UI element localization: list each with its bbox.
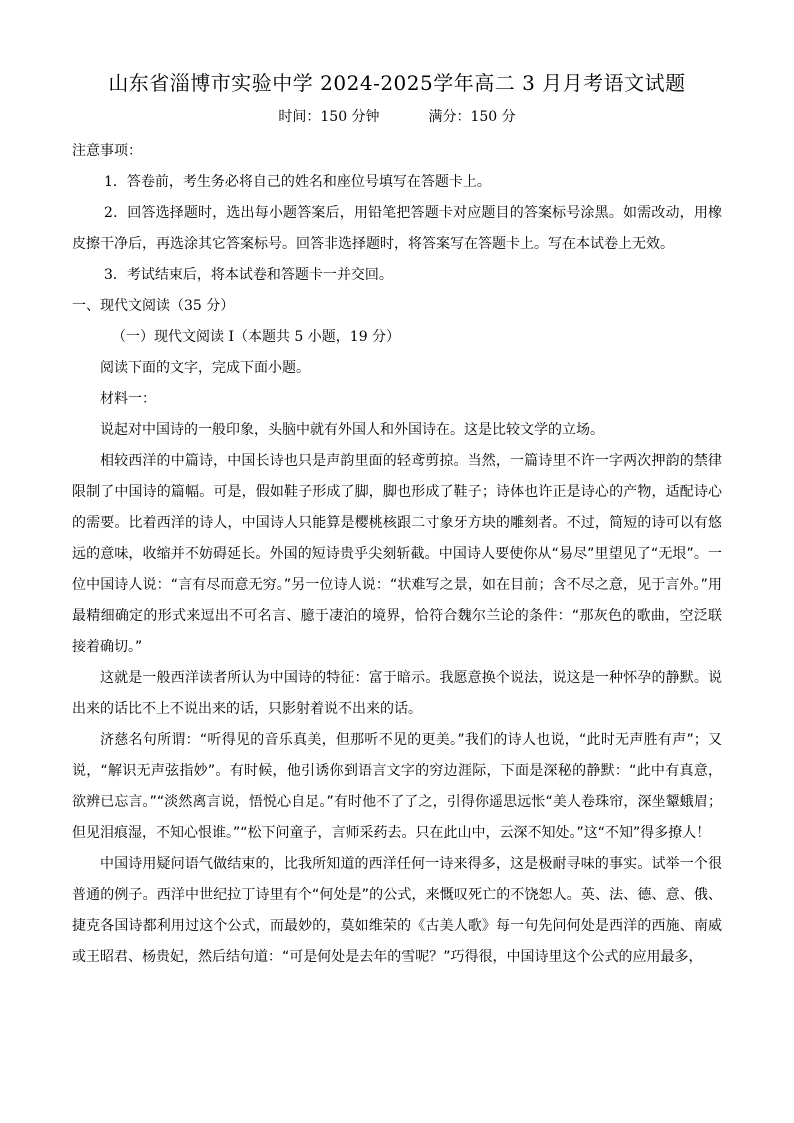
passage-paragraph-3: 这就是一般西洋读者所认为中国诗的特征：富于暗示。我愿意换个说法，说这是一种怀孕的静默。说出来的话比不上不说出来的话，只影射着说不出来的话。 — [72, 670, 722, 717]
section-heading: 一、现代文阅读（35 分） — [72, 298, 235, 314]
notice-item-1: 1．答卷前，考生务必将自己的姓名和座位号填写在答题卡上。 — [104, 174, 491, 190]
passage-paragraph-5: 中国诗用疑问语气做结束的，比我所知道的西洋任何一诗来得多，这是极耐寻味的事实。试举一个很普通的例子。西洋中世纪拉丁诗里有个“何处是”的公式，来慨叹死亡的不饶恕人。英、法、德、意、俄、捷克各国诗都利用过这个公式，而最妙的，莫如维荣的《古美人歌》每一句先问何处是西洋的西施、南威或王昭君、杨贵妃，然后结句道：“可是何处是去年的雪呢？”巧得很，中国诗里这个公式的应用最多， — [72, 856, 722, 965]
exam-score: 满分：150 分 — [428, 109, 516, 125]
passage-paragraph-4: 济慈名句所谓：“听得见的音乐真美，但那听不见的更美。”我们的诗人也说，“此时无声胜有声”；又说，“解识无声弦指妙”。有时候，他引诱你到语言文字的穷边涯际，下面是深秘的静默：“此中有真意，欲辨已忘言。”“淡然离言说，悟悦心自足。”有时他不了了之，引得你遥思远怅“美人卷珠帘，深坐颦蛾眉；但见泪痕湿，不知心恨谁。”“松下问童子，言师采药去。只在此山中，云深不知处。”这“不知”得多撩人！ — [72, 732, 722, 841]
reading-instruction: 阅读下面的文字，完成下面小题。 — [100, 360, 310, 376]
subsection-heading: （一）现代文阅读 I（本题共 5 小题，19 分） — [112, 329, 401, 345]
exam-time: 时间：150 分钟 — [278, 109, 380, 125]
notice-item-2: 2．回答选择题时，选出每小题答案后，用铅笔把答题卡对应题目的答案标号涂黑。如需改动，用橡皮擦干净后，再选涂其它答案标号。回答非选择题时，将答案写在答题卡上。写在本试卷上无效。 — [72, 205, 722, 252]
passage-paragraph-1: 说起对中国诗的一般印象，头脑中就有外国人和外国诗在。这是比较文学的立场。 — [100, 422, 604, 438]
notice-item-3: 3．考试结束后，将本试卷和答题卡一并交回。 — [104, 267, 393, 283]
passage-paragraph-2: 相较西洋的中篇诗，中国长诗也只是声韵里面的轻鸢剪掠。当然，一篇诗里不许一字两次押韵的禁律限制了中国诗的篇幅。可是，假如鞋子形成了脚，脚也形成了鞋子；诗体也许正是诗心的产物，适配诗心的需要。比着西洋的诗人，中国诗人只能算是樱桃核跟二寸象牙方块的雕刻者。不过，简短的诗可以有悠远的意味，收缩并不妨碍延长。外国的短诗贵乎尖刻斩截。中国诗人要使你从“易尽”里望见了“无垠”。一位中国诗人说：“言有尽而意无穷。”另一位诗人说：“状难写之景，如在目前；含不尽之意，见于言外。”用最精细确定的形式来逗出不可名言、臆于凄泊的境界，恰符合魏尔兰论的条件：“那灰色的歌曲，空泛联接着确切。” — [72, 453, 722, 655]
material-label: 材料一： — [100, 391, 156, 407]
notice-heading: 注意事项： — [72, 143, 142, 159]
exam-meta — [0, 106, 794, 128]
exam-title: 山东省淄博市实验中学 2024-2025学年高二 3 月月考语文试题 — [108, 71, 686, 95]
exam-body — [72, 136, 722, 973]
